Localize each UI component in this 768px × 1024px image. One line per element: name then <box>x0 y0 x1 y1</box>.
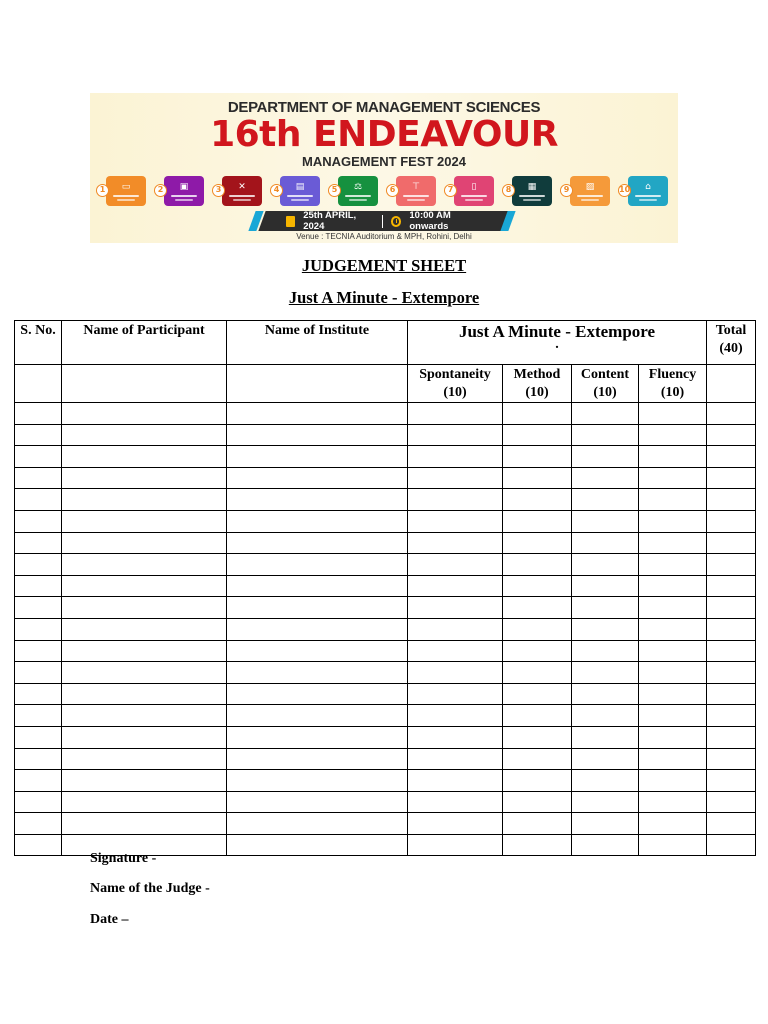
blank-cell[interactable] <box>503 726 572 748</box>
blank-cell[interactable] <box>503 662 572 684</box>
blank-cell[interactable] <box>408 510 503 532</box>
event-caption <box>639 199 657 201</box>
blank-cell[interactable] <box>707 510 756 532</box>
table-row <box>15 813 756 835</box>
blank-cell[interactable] <box>707 467 756 489</box>
col-header-blank <box>15 365 62 403</box>
blank-cell[interactable] <box>62 791 227 813</box>
blank-cell[interactable] <box>572 683 639 705</box>
blank-cell[interactable] <box>572 791 639 813</box>
event-caption <box>407 199 425 201</box>
event-caption <box>175 199 193 201</box>
blank-cell[interactable] <box>572 446 639 468</box>
group-dot: . <box>555 337 559 352</box>
swords-icon: ✕ <box>238 181 246 192</box>
event-caption <box>465 199 483 201</box>
blank-cell[interactable] <box>62 705 227 727</box>
blank-cell[interactable] <box>15 813 62 835</box>
event-caption <box>287 195 313 197</box>
judge-name-label: Name of the Judge - <box>90 881 210 896</box>
blank-cell[interactable] <box>572 705 639 727</box>
blank-cell[interactable] <box>227 791 408 813</box>
criterion-name: Spontaneity <box>419 367 491 382</box>
table-row <box>15 510 756 532</box>
blank-cell[interactable] <box>707 662 756 684</box>
event-caption <box>345 195 371 197</box>
blank-cell[interactable] <box>572 770 639 792</box>
col-header-fluency <box>639 365 707 403</box>
blank-cell[interactable] <box>15 467 62 489</box>
blank-cell[interactable] <box>15 597 62 619</box>
blank-cell[interactable] <box>15 834 62 856</box>
blank-cell[interactable] <box>572 662 639 684</box>
blank-cell[interactable] <box>707 791 756 813</box>
blank-cell[interactable] <box>503 770 572 792</box>
blank-cell[interactable] <box>62 640 227 662</box>
blank-cell[interactable] <box>227 403 408 425</box>
presentation-icon: ▣ <box>179 181 189 192</box>
blank-cell[interactable] <box>15 532 62 554</box>
banner-venue: Venue : TECNIA Auditorium & MPH, Rohini, Delhi <box>296 232 472 241</box>
event-caption <box>171 195 197 197</box>
blank-cell[interactable] <box>639 532 707 554</box>
blank-cell[interactable] <box>707 683 756 705</box>
blank-cell[interactable] <box>15 748 62 770</box>
table-row <box>15 640 756 662</box>
table-row <box>15 662 756 684</box>
blank-cell[interactable] <box>227 683 408 705</box>
blank-cell[interactable] <box>572 726 639 748</box>
blank-cell[interactable] <box>503 834 572 856</box>
blank-cell[interactable] <box>408 446 503 468</box>
criterion-max: (10) <box>443 385 467 400</box>
blank-cell[interactable] <box>62 424 227 446</box>
blank-cell[interactable] <box>227 597 408 619</box>
blank-cell[interactable] <box>503 532 572 554</box>
col-header-spontaneity <box>408 365 503 403</box>
col-header-content <box>572 365 639 403</box>
blank-cell[interactable] <box>62 726 227 748</box>
page-subtitle: Just A Minute - Extempore <box>288 288 480 307</box>
criterion-max: (10) <box>660 385 685 400</box>
banner-event-5 <box>331 176 378 206</box>
event-caption <box>581 199 599 201</box>
blank-cell[interactable] <box>707 726 756 748</box>
blank-cell[interactable] <box>227 726 408 748</box>
blank-cell[interactable] <box>639 403 707 425</box>
blank-cell[interactable] <box>707 597 756 619</box>
banner-event-4 <box>273 176 320 206</box>
table-row <box>15 446 756 468</box>
blank-cell[interactable] <box>15 575 62 597</box>
blank-cell[interactable] <box>227 424 408 446</box>
table-row <box>15 618 756 640</box>
banner-event-1 <box>99 176 146 206</box>
chart-icon: ▦ <box>527 181 537 192</box>
blank-cell[interactable] <box>503 575 572 597</box>
col-header-method <box>503 365 572 403</box>
event-caption <box>117 199 135 201</box>
blank-cell[interactable] <box>572 467 639 489</box>
event-caption <box>523 199 541 201</box>
table-row <box>15 683 756 705</box>
event-tile <box>570 176 610 206</box>
blank-cell[interactable] <box>503 705 572 727</box>
blank-cell[interactable] <box>408 683 503 705</box>
blank-cell[interactable] <box>227 770 408 792</box>
blank-cell[interactable] <box>227 748 408 770</box>
banner-event-3 <box>215 176 262 206</box>
event-tile <box>222 176 262 206</box>
blank-cell[interactable] <box>639 662 707 684</box>
blank-cell[interactable] <box>227 510 408 532</box>
blank-cell[interactable] <box>408 597 503 619</box>
blank-cell[interactable] <box>503 813 572 835</box>
event-tile <box>106 176 146 206</box>
col-header-participant: Name of Participant <box>62 321 227 365</box>
event-number-badge: 7 <box>444 184 457 197</box>
event-tile <box>512 176 552 206</box>
blank-cell[interactable] <box>707 748 756 770</box>
banner-event-10 <box>619 176 668 206</box>
blank-cell[interactable] <box>707 640 756 662</box>
quiz-icon: ▨ <box>585 181 595 192</box>
event-caption <box>349 199 367 201</box>
event-caption <box>233 199 251 201</box>
blank-cell[interactable] <box>227 834 408 856</box>
blank-cell[interactable] <box>572 489 639 511</box>
criterion-name: Method <box>513 367 561 382</box>
banner-event-list <box>99 175 668 207</box>
date-label: Date – <box>90 912 129 927</box>
event-number-badge: 4 <box>270 184 283 197</box>
criterion-name: Fluency <box>648 367 697 382</box>
event-number-badge: 8 <box>502 184 515 197</box>
blank-cell[interactable] <box>408 791 503 813</box>
criterion-max: (10) <box>525 385 549 400</box>
blank-cell[interactable] <box>15 424 62 446</box>
blank-cell[interactable] <box>707 446 756 468</box>
banner-date-time <box>286 211 486 231</box>
blank-cell[interactable] <box>227 575 408 597</box>
blank-cell[interactable] <box>15 510 62 532</box>
banner-date: 25th APRIL, 2024 <box>303 210 357 232</box>
blank-cell[interactable] <box>408 489 503 511</box>
blank-cell[interactable] <box>408 403 503 425</box>
banner-event-7 <box>447 176 494 206</box>
banner-event-6 <box>389 176 436 206</box>
col-header-blank <box>227 365 408 403</box>
blank-cell[interactable] <box>639 748 707 770</box>
banner-event-2 <box>157 176 204 206</box>
blank-cell[interactable] <box>707 424 756 446</box>
blank-cell[interactable] <box>503 683 572 705</box>
divider <box>382 215 383 228</box>
blank-cell[interactable] <box>62 510 227 532</box>
event-number-badge: 3 <box>212 184 225 197</box>
podium-icon: ⊤ <box>412 181 420 192</box>
blank-cell[interactable] <box>707 532 756 554</box>
banner-subtitle: MANAGEMENT FEST 2024 <box>302 154 466 169</box>
blank-cell[interactable] <box>15 640 62 662</box>
blank-cell[interactable] <box>503 640 572 662</box>
blank-cell[interactable] <box>572 813 639 835</box>
blank-cell[interactable] <box>227 813 408 835</box>
event-caption <box>229 195 255 197</box>
blank-cell[interactable] <box>572 597 639 619</box>
blank-cell[interactable] <box>503 618 572 640</box>
col-header-group <box>408 321 707 365</box>
blank-cell[interactable] <box>227 467 408 489</box>
scales-icon: ⚖ <box>353 181 363 192</box>
event-number-badge: 1 <box>96 184 109 197</box>
blank-cell[interactable] <box>503 554 572 576</box>
blank-cell[interactable] <box>707 834 756 856</box>
document-icon: ▯ <box>471 181 477 192</box>
criterion-name: Content <box>580 367 630 382</box>
blank-cell[interactable] <box>227 705 408 727</box>
blank-cell[interactable] <box>62 403 227 425</box>
blank-cell[interactable] <box>639 683 707 705</box>
col-header-sno: S. No. <box>15 321 62 365</box>
calendar-icon <box>286 216 295 227</box>
event-tile <box>164 176 204 206</box>
blank-cell[interactable] <box>62 467 227 489</box>
table-row <box>15 791 756 813</box>
banner-event-8 <box>505 176 552 206</box>
event-tile <box>280 176 320 206</box>
event-number-badge: 10 <box>618 184 631 197</box>
blank-cell[interactable] <box>227 489 408 511</box>
blank-cell[interactable] <box>408 748 503 770</box>
blank-cell[interactable] <box>639 467 707 489</box>
blank-cell[interactable] <box>707 554 756 576</box>
blank-cell[interactable] <box>503 510 572 532</box>
table-row <box>15 467 756 489</box>
blank-cell[interactable] <box>62 813 227 835</box>
blank-cell[interactable] <box>62 446 227 468</box>
blank-cell[interactable] <box>408 554 503 576</box>
table-row <box>15 748 756 770</box>
blank-cell[interactable] <box>572 403 639 425</box>
blank-cell[interactable] <box>572 748 639 770</box>
stall-icon: ⌂ <box>645 181 651 192</box>
col-header-blank <box>707 365 756 403</box>
blank-cell[interactable] <box>572 424 639 446</box>
blank-cell[interactable] <box>15 618 62 640</box>
blank-cell[interactable] <box>408 467 503 489</box>
event-number-badge: 6 <box>386 184 399 197</box>
banner-event-9 <box>563 176 610 206</box>
blank-cell[interactable] <box>62 489 227 511</box>
signature-label: Signature - <box>90 851 157 866</box>
table-row <box>15 770 756 792</box>
judgement-table <box>14 320 756 856</box>
banner-title: 16th ENDEAVOUR <box>210 114 558 155</box>
blank-cell[interactable] <box>503 597 572 619</box>
blank-cell[interactable] <box>572 640 639 662</box>
table-row <box>15 489 756 511</box>
blank-cell[interactable] <box>15 489 62 511</box>
blank-cell[interactable] <box>639 791 707 813</box>
blank-cell[interactable] <box>227 446 408 468</box>
blank-cell[interactable] <box>408 834 503 856</box>
page-title: JUDGEMENT SHEET <box>301 256 467 275</box>
group-title: Just A Minute - Extempore <box>458 322 656 341</box>
event-tile <box>338 176 378 206</box>
blank-cell[interactable] <box>707 705 756 727</box>
event-caption <box>519 195 545 197</box>
event-number-badge: 9 <box>560 184 573 197</box>
event-banner <box>90 93 678 243</box>
table-row <box>15 532 756 554</box>
blank-cell[interactable] <box>572 618 639 640</box>
blank-cell[interactable] <box>62 748 227 770</box>
table-row <box>15 705 756 727</box>
clock-icon <box>391 216 401 227</box>
event-tile <box>454 176 494 206</box>
event-caption <box>635 195 661 197</box>
blank-cell[interactable] <box>503 424 572 446</box>
blank-cell[interactable] <box>503 467 572 489</box>
blank-cell[interactable] <box>572 532 639 554</box>
blank-cell[interactable] <box>707 770 756 792</box>
blank-cell[interactable] <box>15 554 62 576</box>
blank-cell[interactable] <box>227 640 408 662</box>
event-tile <box>628 176 668 206</box>
blank-cell[interactable] <box>408 532 503 554</box>
blank-cell[interactable] <box>707 575 756 597</box>
boardroom-icon: ▭ <box>121 181 131 192</box>
blank-cell[interactable] <box>15 662 62 684</box>
event-caption <box>113 195 139 197</box>
blank-cell[interactable] <box>639 813 707 835</box>
banner-department: DEPARTMENT OF MANAGEMENT SCIENCES <box>227 99 541 116</box>
col-header-total: Total (40) <box>707 321 756 365</box>
blank-cell[interactable] <box>408 705 503 727</box>
blank-cell[interactable] <box>15 446 62 468</box>
criterion-max: (10) <box>593 385 617 400</box>
blank-cell[interactable] <box>227 662 408 684</box>
briefcase-icon: ▤ <box>295 181 305 192</box>
blank-cell[interactable] <box>408 770 503 792</box>
table-body <box>15 403 756 856</box>
blank-cell[interactable] <box>15 705 62 727</box>
blank-cell[interactable] <box>572 834 639 856</box>
blank-cell[interactable] <box>62 597 227 619</box>
blank-cell[interactable] <box>62 532 227 554</box>
blank-cell[interactable] <box>62 770 227 792</box>
blank-cell[interactable] <box>227 618 408 640</box>
blank-cell[interactable] <box>503 748 572 770</box>
blank-cell[interactable] <box>639 705 707 727</box>
blank-cell[interactable] <box>15 791 62 813</box>
blank-cell[interactable] <box>227 532 408 554</box>
blank-cell[interactable] <box>707 489 756 511</box>
blank-cell[interactable] <box>639 834 707 856</box>
blank-cell[interactable] <box>408 662 503 684</box>
table-row <box>15 554 756 576</box>
blank-cell[interactable] <box>707 403 756 425</box>
blank-cell[interactable] <box>408 618 503 640</box>
col-header-institute: Name of Institute <box>227 321 408 365</box>
col-header-blank <box>62 365 227 403</box>
table-row <box>15 575 756 597</box>
event-caption <box>461 195 487 197</box>
table-row <box>15 424 756 446</box>
table-row <box>15 403 756 425</box>
blank-cell[interactable] <box>639 618 707 640</box>
blank-cell[interactable] <box>639 575 707 597</box>
blank-cell[interactable] <box>503 403 572 425</box>
blank-cell[interactable] <box>62 662 227 684</box>
blank-cell[interactable] <box>639 640 707 662</box>
blank-cell[interactable] <box>639 597 707 619</box>
blank-cell[interactable] <box>15 770 62 792</box>
table-row <box>15 726 756 748</box>
blank-cell[interactable] <box>639 770 707 792</box>
blank-cell[interactable] <box>62 683 227 705</box>
blank-cell[interactable] <box>572 510 639 532</box>
blank-cell[interactable] <box>639 726 707 748</box>
blank-cell[interactable] <box>707 813 756 835</box>
event-caption <box>291 199 309 201</box>
blank-cell[interactable] <box>503 446 572 468</box>
blank-cell[interactable] <box>639 489 707 511</box>
blank-cell[interactable] <box>639 554 707 576</box>
blank-cell[interactable] <box>227 554 408 576</box>
blank-cell[interactable] <box>15 726 62 748</box>
event-caption <box>403 195 429 197</box>
blank-cell[interactable] <box>408 640 503 662</box>
blank-cell[interactable] <box>408 726 503 748</box>
blank-cell[interactable] <box>503 489 572 511</box>
blank-cell[interactable] <box>639 446 707 468</box>
blank-cell[interactable] <box>408 424 503 446</box>
blank-cell[interactable] <box>572 575 639 597</box>
table-row <box>15 597 756 619</box>
blank-cell[interactable] <box>15 683 62 705</box>
blank-cell[interactable] <box>639 424 707 446</box>
blank-cell[interactable] <box>572 554 639 576</box>
event-number-badge: 2 <box>154 184 167 197</box>
blank-cell[interactable] <box>15 403 62 425</box>
event-caption <box>577 195 603 197</box>
event-number-badge: 5 <box>328 184 341 197</box>
blank-cell[interactable] <box>707 618 756 640</box>
blank-cell[interactable] <box>62 575 227 597</box>
blank-cell[interactable] <box>62 618 227 640</box>
blank-cell[interactable] <box>503 791 572 813</box>
blank-cell[interactable] <box>408 813 503 835</box>
blank-cell[interactable] <box>639 510 707 532</box>
event-tile <box>396 176 436 206</box>
blank-cell[interactable] <box>62 554 227 576</box>
banner-time: 10:00 AM onwards <box>409 210 451 232</box>
blank-cell[interactable] <box>408 575 503 597</box>
